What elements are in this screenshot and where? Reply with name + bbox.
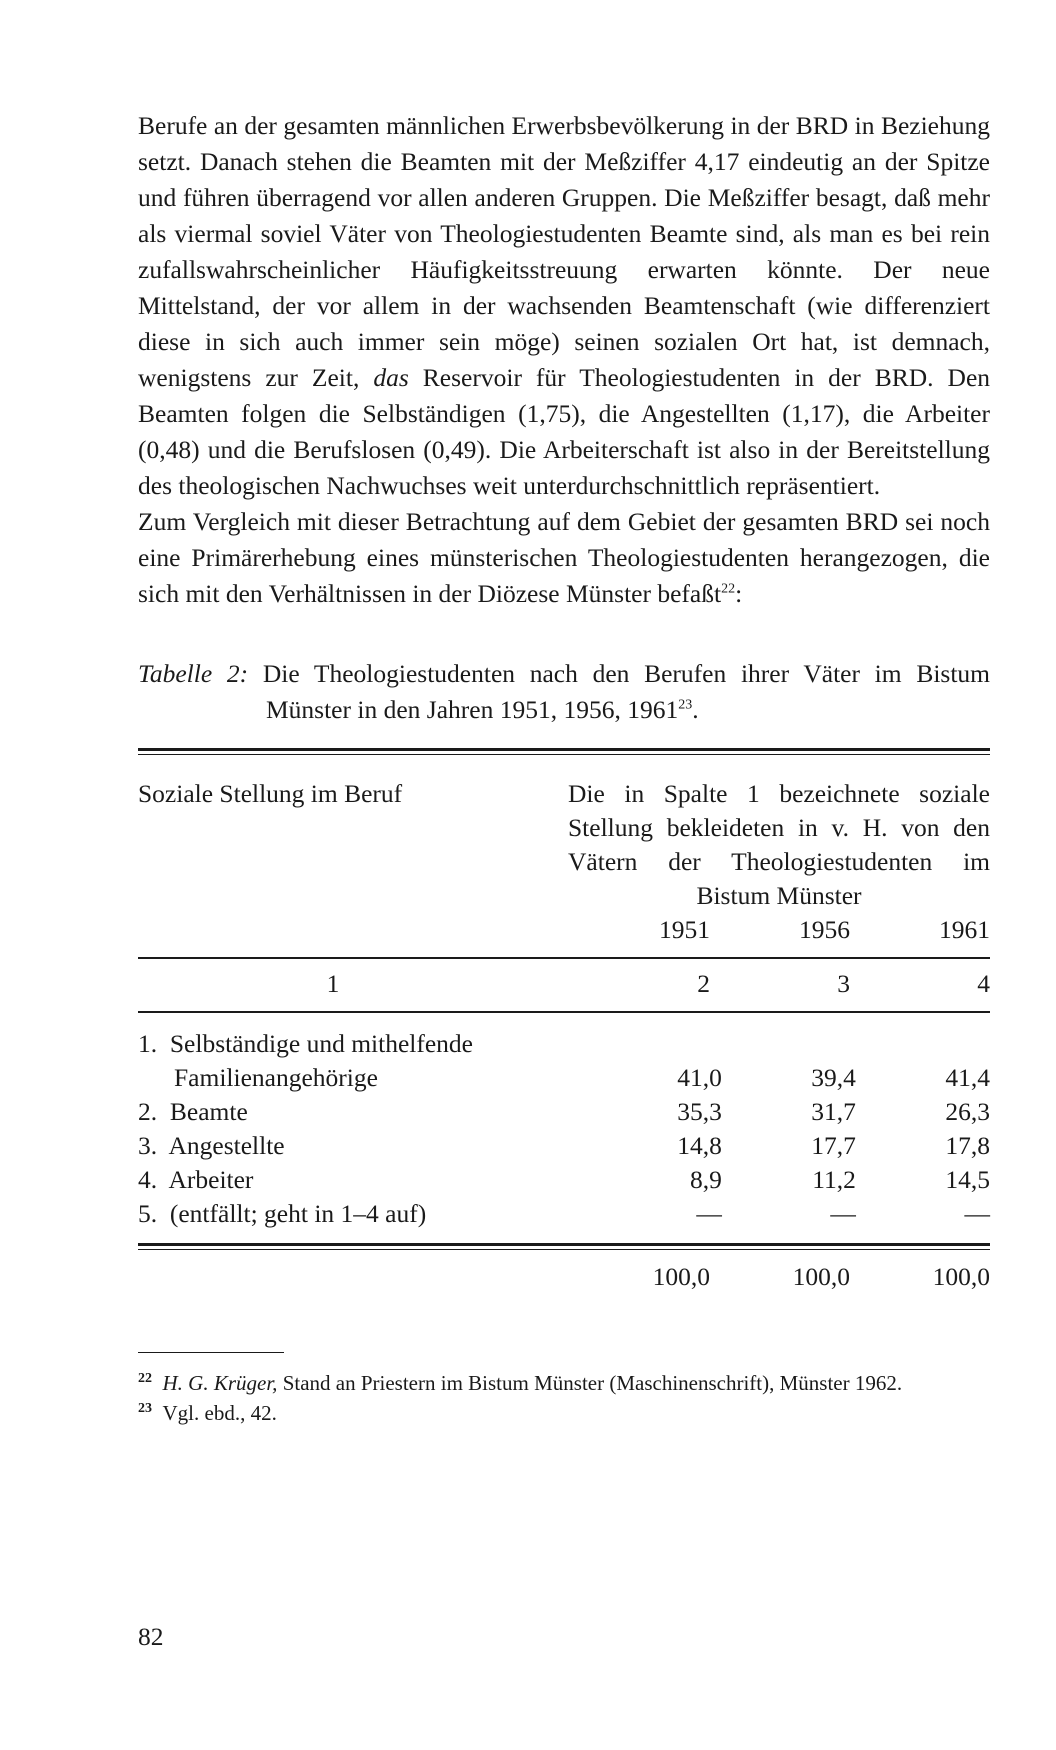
footnote-23 [138, 1399, 990, 1427]
row-value: — [964, 1199, 990, 1228]
row-value: — [830, 1199, 856, 1228]
footnote-22 [138, 1369, 990, 1397]
footnote-number: 23 [138, 1401, 152, 1416]
total-value: 100,0 [792, 1262, 850, 1291]
paragraph-2-text: Zum Vergleich mit dieser Betrachtung auf dem Gebiet der gesamten BRD sei noch eine Primärerhebung eines münsterischen Theologiestudenten herangezogen, die sich mit den Verhältnissen in der Diözese Münster befaßt [138, 507, 990, 608]
header-years [138, 913, 990, 957]
footnote-text: Stand an Priestern im Bistum Münster (Maschinenschrift), Münster 1962. [282, 1371, 903, 1395]
body-paragraph-2 [138, 504, 990, 612]
footnote-number: 22 [138, 1371, 152, 1386]
page-number: 82 [138, 1622, 164, 1651]
footnote-text: Vgl. ebd., 42. [162, 1401, 277, 1425]
data-table [138, 748, 990, 1294]
table-top-rule [138, 748, 990, 751]
row-label: 3. Angestellte [138, 1131, 285, 1160]
row-value: — [696, 1199, 722, 1228]
year-1956: 1956 [799, 915, 850, 944]
row-value: 35,3 [677, 1097, 722, 1126]
column-number-row [138, 959, 990, 1011]
header-col-1: Soziale Stellung im Beruf [138, 779, 403, 808]
year-1961: 1961 [939, 915, 990, 944]
row-value: 14,5 [945, 1165, 990, 1194]
paragraph-2-end: : [735, 579, 743, 608]
column-number-2: 2 [697, 969, 710, 998]
table-total-row [138, 1250, 990, 1294]
row-value: 14,8 [677, 1131, 722, 1160]
table-bottom-rule [138, 1243, 990, 1246]
row-value: 41,0 [677, 1063, 722, 1092]
table-body [138, 1013, 990, 1243]
header-col-2: Die in Spalte 1 bezeichnete soziale Stellung bekleideten in v. H. von den Vätern der Theologiestudenten im Bistum Münster [568, 779, 990, 910]
row-value: 17,8 [945, 1131, 990, 1160]
footnote-separator [138, 1352, 284, 1353]
table-caption-text: Die Theologiestudenten nach den Berufen ihrer Väter im Bistum Münster in den Jahren 1951, 1956, 1961 [262, 659, 991, 724]
table-caption [138, 656, 990, 728]
table-row [138, 1163, 990, 1197]
table-row [138, 1129, 990, 1163]
row-label: 2. Beamte [138, 1097, 248, 1126]
total-value: 100,0 [932, 1262, 990, 1291]
column-number-1: 1 [326, 969, 340, 998]
row-value: 39,4 [811, 1063, 856, 1092]
table-caption-end: . [692, 695, 699, 724]
total-value: 100,0 [652, 1262, 710, 1291]
row-label: 1. Selbständige und mithelfende Familienangehörige [138, 1029, 473, 1092]
table-row [138, 1027, 990, 1095]
column-number-3: 3 [837, 969, 850, 998]
table-header [138, 755, 990, 913]
paragraph-1-emphasis: das [373, 363, 409, 392]
page-content [138, 108, 990, 1427]
row-value: 11,2 [812, 1165, 856, 1194]
row-label: 4. Arbeiter [138, 1165, 254, 1194]
footnote-author: H. G. Krüger, [162, 1371, 278, 1395]
row-label: 5. (entfällt; geht in 1–4 auf) [138, 1199, 427, 1228]
row-value: 31,7 [811, 1097, 856, 1126]
footnote-ref-22: 22 [721, 581, 736, 597]
year-1951: 1951 [659, 915, 710, 944]
body-paragraph-1 [138, 108, 990, 504]
table-row [138, 1095, 990, 1129]
table-caption-label: Tabelle 2: [138, 659, 249, 688]
row-value: 17,7 [811, 1131, 856, 1160]
paragraph-1-text-a: Berufe an der gesamten männlichen Erwerbsbevölkerung in der BRD in Beziehung setzt. Danach stehen die Beamten mit der Meßziffer 4,17 eindeutig an der Spitze und führen überragend vor allen anderen Gruppen. Die Meßziffer besagt, daß mehr als viermal soviel Väter von Theologiestudenten Beamte sind, als man es bei rein zufallswahrscheinlicher Häufigkeitsstreuung erwarten könnte. Der neue Mittelstand, der vor allem in der wachsenden Beamtenschaft (wie differenziert diese in sich auch immer sein möge) seinen sozialen Ort hat, ist demnach, wenigstens zur Zeit, [138, 111, 990, 392]
column-number-4: 4 [977, 969, 990, 998]
row-value: 8,9 [689, 1165, 722, 1194]
row-value: 26,3 [945, 1097, 990, 1126]
row-value: 41,4 [945, 1063, 990, 1092]
footnote-ref-23: 23 [678, 697, 693, 713]
table-row [138, 1197, 990, 1231]
paragraph-1-text-b: Reservoir für Theologiestudenten in der BRD. Den Beamten folgen die Selbständigen (1,75), die Angestellten (1,17), die Arbeiter (0,48) und die Berufslosen (0,49). Die Arbeiterschaft ist also in der Bereitstellung des theologischen Nachwuchses weit unterdurchschnittlich repräsentiert. [138, 363, 991, 500]
